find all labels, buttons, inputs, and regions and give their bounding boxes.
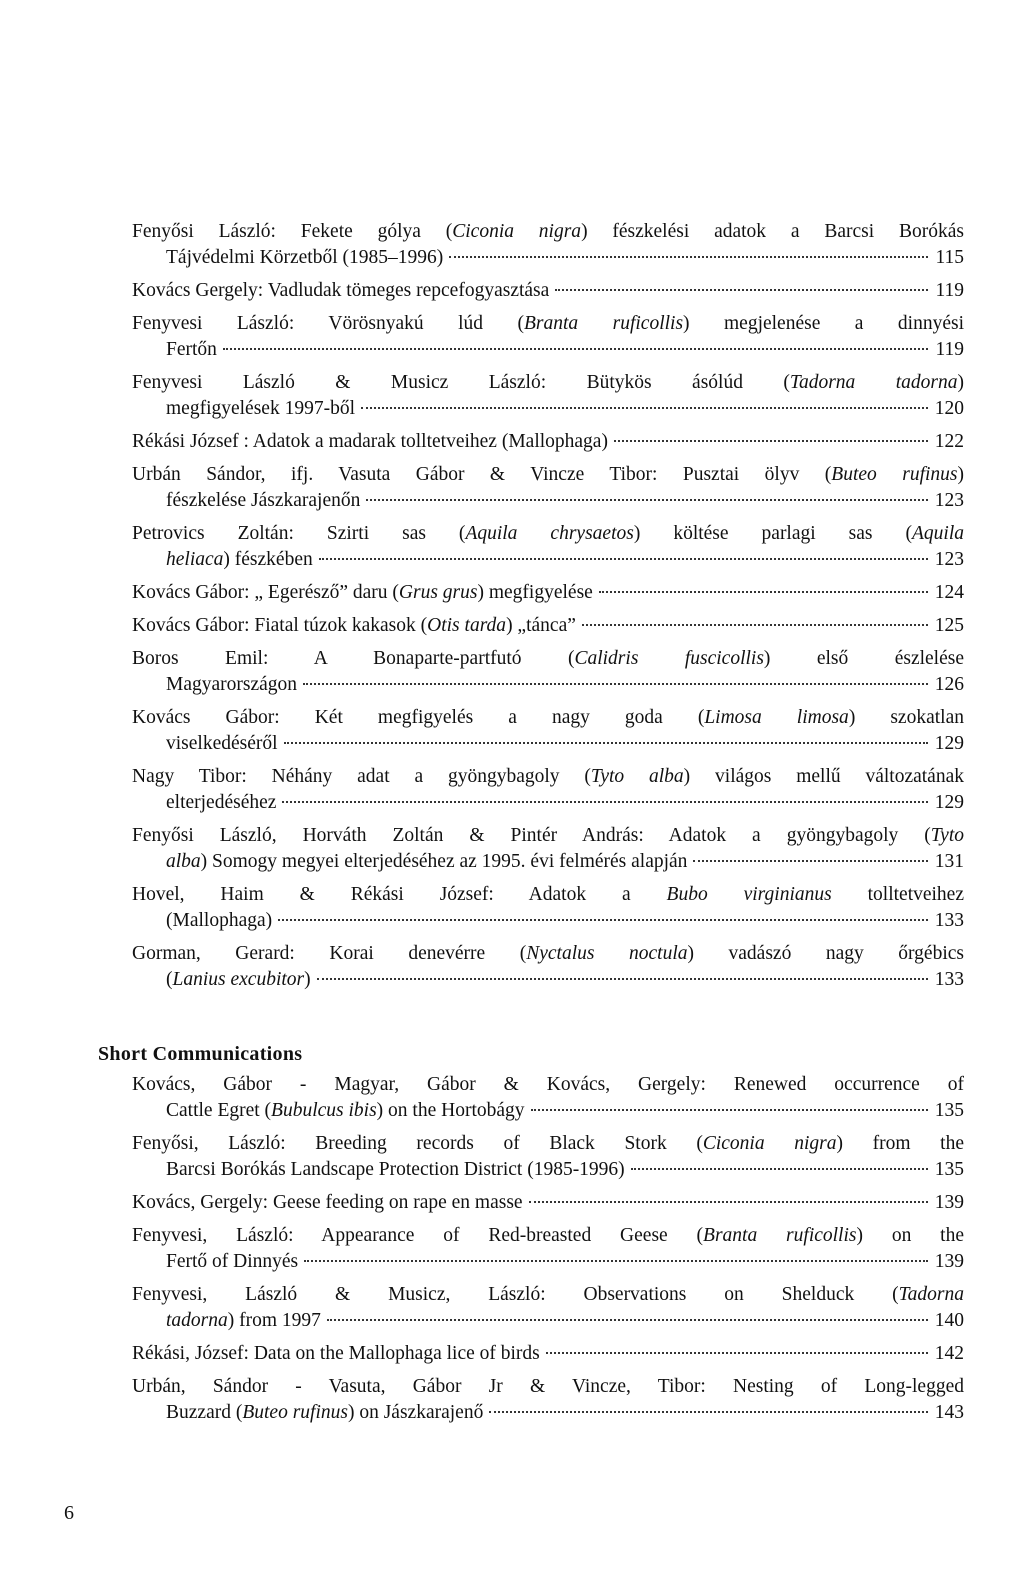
entry-title-text: Buzzard (Buteo rufinus) on Jászkarajenő: [166, 1402, 484, 1423]
entry-page-number: 129: [934, 733, 964, 754]
entry-title-text: megfigyelések 1997-ből: [166, 398, 355, 419]
entry-page-number: 143: [934, 1402, 964, 1423]
entry-title-text: Fertőn: [166, 339, 217, 360]
toc-entry: [132, 1374, 964, 1426]
toc-entry: [132, 370, 964, 422]
species-name: Buteo rufinus: [242, 1402, 348, 1423]
entry-title-tail: [132, 1190, 964, 1216]
species-name: alba: [166, 851, 201, 872]
entry-page-number: 122: [934, 431, 964, 452]
dot-leader: [223, 348, 928, 350]
species-name: Limosa limosa: [704, 707, 849, 728]
entry-title-tail: [132, 396, 964, 422]
toc-entry: [132, 1341, 964, 1367]
species-name: Tadorna tadorna: [789, 372, 958, 393]
entry-title-text: Barcsi Borókás Landscape Protection District (1985-1996): [166, 1159, 625, 1180]
entry-title-text: fészkelése Jászkarajenőn: [166, 490, 361, 511]
entry-title-tail: [132, 613, 964, 639]
dot-leader: [366, 499, 928, 501]
entry-title-tail: [132, 245, 964, 271]
entry-title-text: Rékási József : Adatok a madarak tolltetveihez (Mallophaga): [132, 431, 608, 452]
toc-entry: [132, 823, 964, 875]
dot-leader: [284, 742, 928, 744]
entry-title-text: Cattle Egret (Bubulcus ibis) on the Hortobágy: [166, 1100, 525, 1121]
entry-page-number: 133: [934, 910, 964, 931]
entry-title-line: Fenyvesi, László: Appearance of Red-breasted Geese (Branta ruficollis) on the: [132, 1225, 964, 1246]
entry-title-tail: [132, 278, 964, 304]
entry-title-text: elterjedéséhez: [166, 792, 277, 813]
entry-title-text: heliaca) fészkében: [166, 549, 313, 570]
entry-title-tail: [132, 672, 964, 698]
dot-leader: [319, 558, 928, 560]
entry-title-tail: [132, 488, 964, 514]
toc-entry: [132, 278, 964, 304]
entry-page-number: 129: [934, 792, 964, 813]
toc-entry: [132, 1131, 964, 1183]
dot-leader: [304, 1260, 928, 1262]
toc-entry: [132, 941, 964, 993]
dot-leader: [327, 1319, 928, 1321]
dot-leader: [317, 978, 928, 980]
species-name: Tyto: [930, 825, 964, 846]
entry-title-line: Fenyősi, László: Breeding records of Black Stork (Ciconia nigra) from the: [132, 1133, 964, 1154]
toc-entry: [132, 882, 964, 934]
dot-leader: [361, 407, 928, 409]
entry-page-number: 140: [934, 1310, 964, 1331]
entry-page-number: 124: [934, 582, 964, 603]
toc-entry: [132, 1282, 964, 1334]
species-name: Aquila chrysaetos: [465, 523, 634, 544]
species-name: Tadorna: [898, 1284, 964, 1305]
entry-title-tail: [132, 1400, 964, 1426]
dot-leader: [631, 1168, 928, 1170]
entry-title-line: Fenyvesi László: Vörösnyakú lúd (Branta ruficollis) megjelenése a dinnyési: [132, 313, 964, 334]
entry-page-number: 123: [934, 490, 964, 511]
entry-title-text: (Mallophaga): [166, 910, 273, 931]
entry-title-tail: [132, 429, 964, 455]
entry-title-text: viselkedéséről: [166, 733, 278, 754]
species-name: Buteo rufinus: [831, 464, 958, 485]
dot-leader: [555, 289, 928, 291]
species-name: Aquila: [912, 523, 964, 544]
toc-entry: [132, 429, 964, 455]
entry-title-text: Kovács Gábor: „ Egerésző” daru (Grus grus) megfigyelése: [132, 582, 593, 603]
entry-title-line: Urbán Sándor, ifj. Vasuta Gábor & Vincze Tibor: Pusztai ölyv (Buteo rufinus): [132, 464, 964, 485]
entry-page-number: 131: [934, 851, 964, 872]
entry-page-number: 139: [934, 1251, 964, 1272]
dot-leader: [546, 1352, 928, 1354]
species-name: Nyctalus noctula: [526, 943, 688, 964]
species-name: Branta ruficollis: [703, 1225, 857, 1246]
entry-page-number: 126: [934, 674, 964, 695]
entry-title-text: alba) Somogy megyei elterjedéséhez az 1995. évi felmérés alapján: [166, 851, 688, 872]
entry-title-line: Boros Emil: A Bonaparte-partfutó (Calidris fuscicollis) első észlelése: [132, 648, 964, 669]
entry-title-text: Kovács, Gergely: Geese feeding on rape en masse: [132, 1192, 523, 1213]
entry-title-text: Fertő of Dinnyés: [166, 1251, 299, 1272]
entry-title-tail: [132, 731, 964, 757]
dot-leader: [303, 683, 928, 685]
entry-title-tail: [132, 849, 964, 875]
toc-entry: [132, 462, 964, 514]
toc-entry: [132, 1072, 964, 1124]
toc-entry: [132, 764, 964, 816]
entry-title-line: Nagy Tibor: Néhány adat a gyöngybagoly (Tyto alba) világos mellű változatának: [132, 766, 964, 787]
entry-title-line: Fenyvesi, László & Musicz, László: Observations on Shelduck (Tadorna: [132, 1284, 964, 1305]
page-number: 6: [64, 1502, 74, 1524]
species-name: Bubo virginianus: [666, 884, 832, 905]
entry-title-tail: [132, 1098, 964, 1124]
entry-title-tail: [132, 908, 964, 934]
entry-title-tail: [132, 1308, 964, 1334]
dot-leader: [529, 1201, 928, 1203]
toc-entry: [132, 646, 964, 698]
entry-page-number: 115: [935, 247, 964, 268]
species-name: Ciconia nigra: [702, 1133, 837, 1154]
entry-title-line: Petrovics Zoltán: Szirti sas (Aquila chrysaetos) költése parlagi sas (Aquila: [132, 523, 964, 544]
dot-leader: [278, 919, 928, 921]
dot-leader: [531, 1109, 928, 1111]
entry-page-number: 139: [934, 1192, 964, 1213]
entry-title-tail: [132, 967, 964, 993]
section-heading: Short Communications: [98, 1043, 303, 1065]
species-name: Tyto alba: [590, 766, 684, 787]
entry-page-number: 119: [935, 339, 964, 360]
entry-title-tail: [132, 790, 964, 816]
species-name: Calidris fuscicollis: [574, 648, 764, 669]
toc-entry: [132, 521, 964, 573]
entry-page-number: 135: [934, 1159, 964, 1180]
entry-title-line: Urbán, Sándor - Vasuta, Gábor Jr & Vincze, Tibor: Nesting of Long-legged: [132, 1376, 964, 1397]
toc-entry: [132, 219, 964, 271]
toc-entry: [132, 705, 964, 757]
entry-title-tail: [132, 580, 964, 606]
entry-title-text: Kovács Gábor: Fiatal túzok kakasok (Otis tarda) „tánca”: [132, 615, 576, 636]
entry-page-number: 120: [934, 398, 964, 419]
table-of-contents-hu: [132, 219, 964, 1000]
entry-title-tail: [132, 547, 964, 573]
entry-title-tail: [132, 1249, 964, 1275]
entry-title-text: Magyarországon: [166, 674, 298, 695]
dot-leader: [599, 591, 928, 593]
dot-leader: [582, 624, 928, 626]
dot-leader: [449, 256, 928, 258]
entry-title-line: Hovel, Haim & Rékási József: Adatok a Bubo virginianus tolltetveihez: [132, 884, 964, 905]
toc-entry: [132, 580, 964, 606]
entry-title-text: Rékási, József: Data on the Mallophaga lice of birds: [132, 1343, 540, 1364]
dot-leader: [489, 1411, 928, 1413]
entry-title-tail: [132, 337, 964, 363]
toc-entry: [132, 1190, 964, 1216]
entry-title-text: (Lanius excubitor): [166, 969, 311, 990]
entry-page-number: 123: [934, 549, 964, 570]
entry-title-text: Tájvédelmi Körzetből (1985–1996): [166, 247, 444, 268]
entry-page-number: 119: [935, 280, 964, 301]
entry-title-line: Kovács, Gábor - Magyar, Gábor & Kovács, Gergely: Renewed occurrence of: [132, 1074, 964, 1095]
toc-entry: [132, 613, 964, 639]
dot-leader: [614, 440, 928, 442]
entry-title-line: Fenyvesi László & Musicz László: Bütykös ásólúd (Tadorna tadorna): [132, 372, 965, 393]
entry-page-number: 135: [934, 1100, 964, 1121]
entry-title-line: Fenyősi László: Fekete gólya (Ciconia nigra) fészkelési adatok a Barcsi Borókás: [132, 221, 964, 242]
entry-page-number: 142: [934, 1343, 964, 1364]
species-name: heliaca: [166, 549, 224, 570]
entry-page-number: 125: [934, 615, 964, 636]
species-name: Bubulcus ibis: [271, 1100, 377, 1121]
species-name: Branta ruficollis: [524, 313, 684, 334]
entry-title-text: Kovács Gergely: Vadludak tömeges repcefogyasztása: [132, 280, 550, 301]
table-of-contents-en: [132, 1072, 964, 1433]
entry-page-number: 133: [934, 969, 964, 990]
dot-leader: [282, 801, 928, 803]
species-name: Lanius excubitor: [172, 969, 305, 990]
entry-title-tail: [132, 1157, 964, 1183]
entry-title-tail: [132, 1341, 964, 1367]
toc-entry: [132, 1223, 964, 1275]
dot-leader: [693, 860, 928, 862]
entry-title-line: Kovács Gábor: Két megfigyelés a nagy goda (Limosa limosa) szokatlan: [132, 707, 964, 728]
entry-title-line: Fenyősi László, Horváth Zoltán & Pintér András: Adatok a gyöngybagoly (Tyto: [132, 825, 964, 846]
species-name: Ciconia nigra: [452, 221, 582, 242]
entry-title-text: tadorna) from 1997: [166, 1310, 321, 1331]
species-name: Otis tarda: [427, 615, 507, 636]
entry-title-line: Gorman, Gerard: Korai denevérre (Nyctalus noctula) vadászó nagy őrgébics: [132, 943, 964, 964]
species-name: tadorna: [166, 1310, 228, 1331]
toc-entry: [132, 311, 964, 363]
species-name: Grus grus: [398, 582, 478, 603]
